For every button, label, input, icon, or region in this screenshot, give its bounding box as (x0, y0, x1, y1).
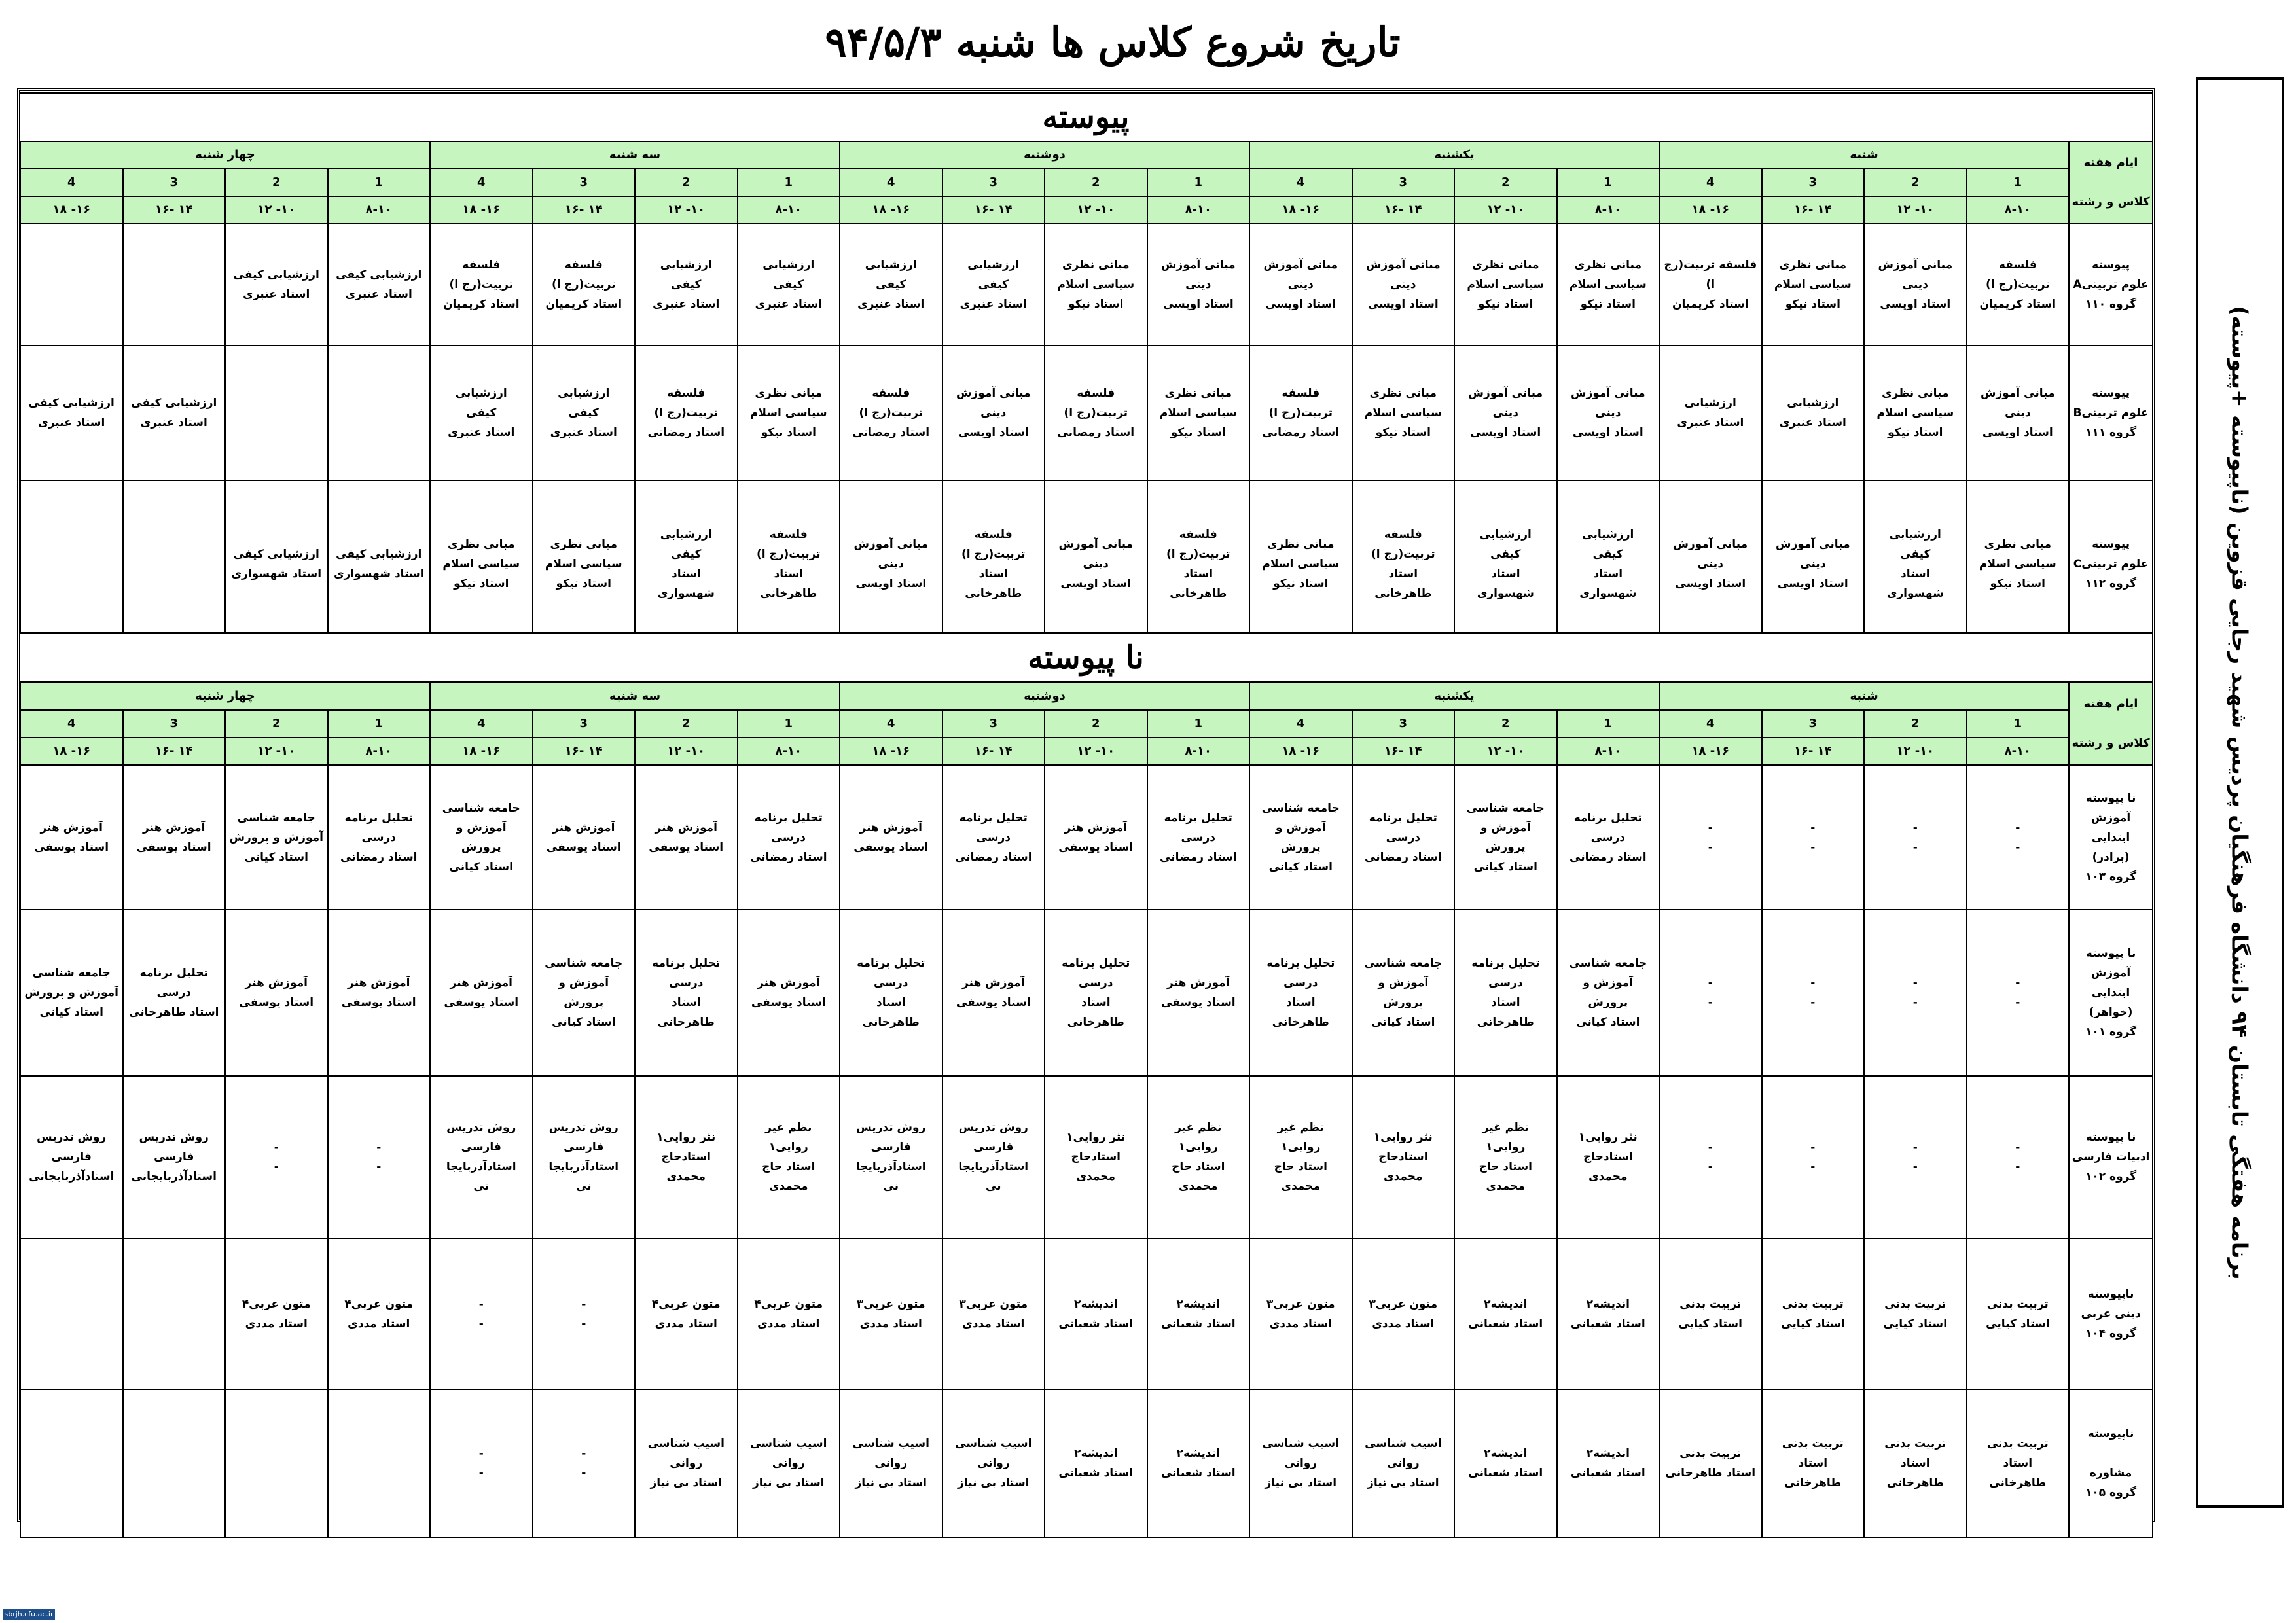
time-header: ۱۴ -۱۶ (1762, 738, 1865, 765)
day-header: یکشنبه (1249, 141, 1659, 169)
schedule-cell (123, 224, 226, 346)
schedule-cell: اسیب شناسی روانی استاد بی نیاز (1249, 1389, 1352, 1537)
schedule-cell: آموزش هنر استاد یوسفی (123, 765, 226, 910)
schedule-cell: تحلیل برنامه درسی استاد رمضانی (1147, 765, 1250, 910)
schedule-cell: آموزش هنر استاد یوسفی (328, 910, 431, 1076)
schedule-cell: فلسفه تربیت(رج ا) استاد کریمیان (1967, 224, 2070, 346)
schedule-cell: مبانی آموزش دینی استاد اویسی (1864, 224, 1967, 346)
schedule-cell: ارزشیابی کیفی استاد عنبری (328, 224, 431, 346)
time-header: ۱۶- ۱۸ (1659, 738, 1762, 765)
time-header: ۱۴ -۱۶ (1352, 738, 1455, 765)
time-header: ۱۶- ۱۸ (1659, 196, 1762, 224)
time-header: ۱۶- ۱۸ (20, 738, 123, 765)
row-label: پیوسته علوم تربیتیA گروه ۱۱۰ (2069, 224, 2153, 346)
row-label: نا پیوسته آموزش ابتدایی (برادر) گروه ۱۰۳ (2069, 765, 2153, 910)
schedule-cell: تربیت بدنی استاد طاهرخانی (1864, 1389, 1967, 1537)
schedule-cell: فلسفه تربیت(رج ا) استاد کریمیان (533, 224, 636, 346)
schedule-cell: ارزشیابی کیفی استاد عنبری (738, 224, 840, 346)
day-header: دوشنبه (840, 683, 1249, 710)
schedule-cell: - - (1967, 765, 2070, 910)
period-header: 4 (430, 710, 533, 738)
schedule-cell: تربیت بدنی استاد کیایی (1659, 1238, 1762, 1389)
period-header: 2 (1454, 169, 1557, 196)
schedule-cell: مبانی آموزش دینی استاد اویسی (840, 480, 942, 648)
schedule-cell: - - (328, 1076, 431, 1238)
schedule-cell: متون عربی۴ استاد مددی (328, 1238, 431, 1389)
schedule-cell: آموزش هنر استاد یوسفی (225, 910, 328, 1076)
time-header: ۱۴ -۱۶ (533, 738, 636, 765)
time-header: ۱۴ -۱۶ (123, 196, 226, 224)
period-header: 1 (1557, 169, 1660, 196)
schedule-cell: مبانی نظری سیاسی اسلام استاد نیکو (738, 346, 840, 480)
schedule-cell: روش تدریس فارسی استادآذربایجا نی (840, 1076, 942, 1238)
time-header: ۱۶- ۱۸ (20, 196, 123, 224)
schedule-cell: مبانی آموزش دینی استاد اویسی (1659, 480, 1762, 648)
schedule-cell: مبانی آموزش دینی استاد اویسی (1045, 480, 1147, 648)
schedule-cell: نثر روایی۱ استادحاج محمدی (635, 1076, 738, 1238)
schedule-cell: نظم غیر روایی۱ استاد حاج محمدی (738, 1076, 840, 1238)
schedule-cell: روش تدریس فارسی استادآذربایجا نی (942, 1076, 1045, 1238)
schedule-cell: روش تدریس فارسی استادآذربایجانی (20, 1076, 123, 1238)
time-header: ۱۰- ۱۲ (1045, 196, 1147, 224)
schedule-cell: مبانی نظری سیاسی اسلام استاد نیکو (1045, 224, 1147, 346)
schedule-cell: ارزشیابی کیفی استاد عنبری (225, 224, 328, 346)
period-header: 2 (1454, 710, 1557, 738)
period-header: 4 (20, 169, 123, 196)
schedule-cell: مبانی نظری سیاسی اسلام استاد نیکو (430, 480, 533, 648)
period-header: 4 (1249, 710, 1352, 738)
period-header: 1 (1967, 169, 2070, 196)
period-header: 2 (225, 169, 328, 196)
schedule-cell: - - (430, 1389, 533, 1537)
time-header: ۱۴ -۱۶ (942, 196, 1045, 224)
schedule-cell: ارزشیابی کیفی استاد عنبری (942, 224, 1045, 346)
schedule-cell: مبانی نظری سیاسی اسلام استاد نیکو (1454, 224, 1557, 346)
schedule-cell: نثر روایی۱ استادحاج محمدی (1557, 1076, 1660, 1238)
period-header: 4 (20, 710, 123, 738)
time-header: ۱۰- ۱۲ (1454, 196, 1557, 224)
time-header: ۸-۱۰ (1557, 196, 1660, 224)
table-row (20, 224, 2153, 346)
time-header: ۸-۱۰ (738, 196, 840, 224)
schedule-cell: ارزشیابی کیفی استاد شهسواری (1864, 480, 1967, 648)
schedule-cell: تحلیل برنامه درسی استاد طاهرخانی (1045, 910, 1147, 1076)
schedule-cell: - - (1659, 1076, 1762, 1238)
schedule-cell: - - (430, 1238, 533, 1389)
schedule-cell: آموزش هنر استاد یوسفی (1045, 765, 1147, 910)
day-header: شنبه (1659, 683, 2069, 710)
schedule-cell: روش تدریس فارسی استادآذربایجا نی (430, 1076, 533, 1238)
schedule-cell: تربیت بدنی استاد کیایی (1864, 1238, 1967, 1389)
schedule-cell: مبانی نظری سیاسی اسلام استاد نیکو (1557, 224, 1660, 346)
schedule-cell: اندیشه۲ استاد شعبانی (1557, 1389, 1660, 1537)
schedule-cell: متون عربی۴ استاد مددی (225, 1238, 328, 1389)
schedule-cell: اسیب شناسی روانی استاد بی نیاز (1352, 1389, 1455, 1537)
day-header: چهار شنبه (20, 141, 430, 169)
period-header: 1 (738, 169, 840, 196)
time-header: ۱۴ -۱۶ (123, 738, 226, 765)
row-label: نا پیوسته آموزش ابتدایی (خواهر) گروه ۱۰۱ (2069, 910, 2153, 1076)
schedule-cell: تحلیل برنامه درسی استاد طاهرخانی (635, 910, 738, 1076)
side-label: برنامه هفتگی تابستان ۹۴ دانشگاه فرهنگیان پردیس شهید رجایی قزوین (ناپیوسته +پیوسته) (2227, 305, 2253, 1280)
day-header: دوشنبه (840, 141, 1249, 169)
schedule-cell: مبانی نظری سیاسی اسلام استاد نیکو (1147, 346, 1250, 480)
schedule-cell: متون عربی۴ استاد مددی (738, 1238, 840, 1389)
schedule-cell: اسیب شناسی روانی استاد بی نیاز (942, 1389, 1045, 1537)
schedule-cell: متون عربی۳ استاد مددی (942, 1238, 1045, 1389)
schedule-cell: تربیت بدنی استاد طاهرخانی (1659, 1389, 1762, 1537)
schedule-cell: نظم غیر روایی۱ استاد حاج محمدی (1454, 1076, 1557, 1238)
schedule-cell: فلسفه تربیت(رج ا) استاد کریمیان (430, 224, 533, 346)
time-header: ۸-۱۰ (1557, 738, 1660, 765)
schedule-cell: - - (225, 1076, 328, 1238)
schedule-cell: ارزشیابی کیفی استاد عنبری (840, 224, 942, 346)
day-header: یکشنبه (1249, 683, 1659, 710)
row-label: پیوسته علوم تربیتیB گروه ۱۱۱ (2069, 346, 2153, 480)
schedule-cell: - - (533, 1389, 636, 1537)
table-row (20, 480, 2153, 648)
schedule-cell: جامعه شناسی آموزش و پرورش استاد کیانی (20, 910, 123, 1076)
corner-logo: sbrjh.cfu.ac.ir (3, 1609, 55, 1620)
corner-header: ایام هفته کلاس و رشته (2069, 683, 2153, 765)
period-header: 3 (123, 710, 226, 738)
period-header: 2 (1864, 710, 1967, 738)
schedule-cell: فلسفه تربیت(رج ا) استاد رمضانی (1249, 346, 1352, 480)
schedule-cell: جامعه شناسی آموزش و پرورش استاد کیانی (533, 910, 636, 1076)
table-row (20, 1076, 2153, 1238)
schedule-cell: جامعه شناسی آموزش و پرورش استاد کیانی (1454, 765, 1557, 910)
section-title: پیوسته (20, 92, 2152, 143)
time-header: ۸-۱۰ (328, 196, 431, 224)
time-header: ۱۶- ۱۸ (1249, 738, 1352, 765)
corner-header: ایام هفته کلاس و رشته (2069, 141, 2153, 224)
schedule-cell: تربیت بدنی استاد کیایی (1967, 1238, 2070, 1389)
schedule-cell (225, 1389, 328, 1537)
schedule-cell: اندیشه۲ استاد شعبانی (1147, 1238, 1250, 1389)
schedule-cell: نثر روایی۱ استادحاج محمدی (1045, 1076, 1147, 1238)
schedule-cell: اندیشه۲ استاد شعبانی (1045, 1238, 1147, 1389)
schedule-cell: اندیشه۲ استاد شعبانی (1557, 1238, 1660, 1389)
schedule-cell: آموزش هنر استاد یوسفی (635, 765, 738, 910)
period-header: 3 (123, 169, 226, 196)
time-header: ۱۴ -۱۶ (1762, 196, 1865, 224)
schedule-cell: - - (1864, 765, 1967, 910)
schedule-cell (20, 1238, 123, 1389)
schedule-cell: - - (1762, 765, 1865, 910)
period-header: 2 (635, 169, 738, 196)
schedule-cell: مبانی آموزش دینی استاد اویسی (1762, 480, 1865, 648)
schedule-cell: تحلیل برنامه درسی استاد طاهرخانی (1454, 910, 1557, 1076)
schedule-cell: روش تدریس فارسی استادآذربایجانی (123, 1076, 226, 1238)
row-label: پیوسته علوم تربیتیC گروه ۱۱۲ (2069, 480, 2153, 648)
schedule-cell: - - (1659, 910, 1762, 1076)
period-header: 3 (1352, 710, 1455, 738)
row-label: ناپیوسته مشاوره گروه ۱۰۵ (2069, 1389, 2153, 1537)
period-header: 3 (942, 169, 1045, 196)
period-header: 3 (1762, 710, 1865, 738)
time-header: ۱۴ -۱۶ (533, 196, 636, 224)
schedule-cell: آموزش هنر استاد یوسفی (1147, 910, 1250, 1076)
schedule-cell: تحلیل برنامه درسی استاد رمضانی (328, 765, 431, 910)
schedule-cell (20, 224, 123, 346)
table-row (20, 1238, 2153, 1389)
schedule-table (20, 141, 2153, 649)
period-header: 1 (328, 169, 431, 196)
schedule-cell: جامعه شناسی آموزش و پرورش استاد کیانی (1352, 910, 1455, 1076)
period-header: 4 (1659, 710, 1762, 738)
schedule-cell: متون عربی۴ استاد مددی (635, 1238, 738, 1389)
time-header: ۱۶- ۱۸ (840, 738, 942, 765)
section-title: نا پیوسته (20, 632, 2152, 683)
schedule-cell: مبانی نظری سیاسی اسلام استاد نیکو (1249, 480, 1352, 648)
schedule-cell: اسیب شناسی روانی استاد بی نیاز (840, 1389, 942, 1537)
period-header: 1 (1967, 710, 2070, 738)
period-header: 4 (1249, 169, 1352, 196)
schedule-cell: آموزش هنر استاد یوسفی (942, 910, 1045, 1076)
period-header: 4 (840, 169, 942, 196)
period-header: 4 (840, 710, 942, 738)
period-header: 2 (635, 710, 738, 738)
schedule-cell: - - (1864, 910, 1967, 1076)
time-header: ۱۰- ۱۲ (635, 738, 738, 765)
schedule-cell: ارزشیابی استاد عنبری (1762, 346, 1865, 480)
day-header: شنبه (1659, 141, 2069, 169)
schedule-cell: تحلیل برنامه درسی استاد رمضانی (1352, 765, 1455, 910)
time-header: ۱۰- ۱۲ (1864, 738, 1967, 765)
schedule-cell: مبانی آموزش دینی استاد اویسی (1352, 224, 1455, 346)
time-header: ۱۰- ۱۲ (1864, 196, 1967, 224)
schedule-cell: جامعه شناسی آموزش و پرورش استاد کیانی (1557, 910, 1660, 1076)
table-row (20, 910, 2153, 1076)
schedule-cell: آموزش هنر استاد یوسفی (430, 910, 533, 1076)
time-header: ۱۴ -۱۶ (1352, 196, 1455, 224)
schedule-cell: ارزشیابی کیفی استاد شهسواری (635, 480, 738, 648)
schedule-cell: جامعه شناسی آموزش و پرورش استاد کیانی (1249, 765, 1352, 910)
schedule-cell: فلسفه تربیت(رج ا) استاد طاهرخانی (1147, 480, 1250, 648)
schedule-cell (328, 346, 431, 480)
schedule-cell (225, 346, 328, 480)
schedule-cell: مبانی نظری سیاسی اسلام استاد نیکو (1762, 224, 1865, 346)
schedule-cell: تحلیل برنامه درسی استاد طاهرخانی (840, 910, 942, 1076)
schedule-cell: مبانی آموزش دینی استاد اویسی (1454, 346, 1557, 480)
row-label: ناپیوسته دینی عربی گروه ۱۰۴ (2069, 1238, 2153, 1389)
schedule-cell: مبانی آموزش دینی استاد اویسی (1557, 346, 1660, 480)
schedule-cell: - - (533, 1238, 636, 1389)
schedule-cell: آموزش هنر استاد یوسفی (533, 765, 636, 910)
schedule-cell: ارزشیابی استاد عنبری (1659, 346, 1762, 480)
schedule-cell: ارزشیابی کیفی استاد شهسواری (225, 480, 328, 648)
period-header: 1 (1557, 710, 1660, 738)
time-header: ۱۰- ۱۲ (635, 196, 738, 224)
period-header: 1 (1147, 710, 1250, 738)
day-header: سه شنبه (430, 683, 840, 710)
schedule-cell: متون عربی۳ استاد مددی (1249, 1238, 1352, 1389)
schedule-cell: ارزشیابی کیفی استاد شهسواری (328, 480, 431, 648)
schedule-cell: فلسفه تربیت(رج ا) استاد طاهرخانی (738, 480, 840, 648)
schedule-cell (20, 480, 123, 648)
schedule-cell: ارزشیابی کیفی استاد عنبری (533, 346, 636, 480)
time-header: ۸-۱۰ (328, 738, 431, 765)
schedule-cell: اندیشه۲ استاد شعبانی (1454, 1238, 1557, 1389)
schedule-cell: مبانی نظری سیاسی اسلام استاد نیکو (1967, 480, 2070, 648)
period-header: 3 (533, 169, 636, 196)
schedule-cell: ارزشیابی کیفی استاد عنبری (430, 346, 533, 480)
schedule-cell: - - (1864, 1076, 1967, 1238)
schedule-cell: فلسفه تربیت(رج ا) استاد رمضانی (1045, 346, 1147, 480)
time-header: ۱۴ -۱۶ (942, 738, 1045, 765)
schedule-cell: فلسفه تربیت(رج ا) استاد رمضانی (840, 346, 942, 480)
schedule-cell: - - (1967, 910, 2070, 1076)
schedule-cell: تربیت بدنی استاد کیایی (1762, 1238, 1865, 1389)
row-label: نا پیوسته ادبیات فارسی گروه ۱۰۲ (2069, 1076, 2153, 1238)
schedule-cell: مبانی آموزش دینی استاد اویسی (1249, 224, 1352, 346)
schedule-cell: نظم غیر روایی۱ استاد حاج محمدی (1249, 1076, 1352, 1238)
schedule-cell (123, 480, 226, 648)
period-header: 2 (1045, 710, 1147, 738)
schedule-cell: فلسفه تربیت(رج ا) استاد کریمیان (1659, 224, 1762, 346)
table-row (20, 346, 2153, 480)
period-header: 3 (942, 710, 1045, 738)
schedule-cell: مبانی نظری سیاسی اسلام استاد نیکو (1352, 346, 1455, 480)
time-header: ۱۰- ۱۲ (225, 738, 328, 765)
period-header: 4 (430, 169, 533, 196)
schedule-cell: تحلیل برنامه درسی استاد رمضانی (1557, 765, 1660, 910)
period-header: 3 (533, 710, 636, 738)
schedule-cell (328, 1389, 431, 1537)
schedule-cell: ارزشیابی کیفی استاد شهسواری (1454, 480, 1557, 648)
schedule-cell: ارزشیابی کیفی استاد عنبری (20, 346, 123, 480)
schedule-cell: تحلیل برنامه درسی استاد رمضانی (738, 765, 840, 910)
period-header: 2 (1864, 169, 1967, 196)
table-row (20, 765, 2153, 910)
schedule-cell: - - (1659, 765, 1762, 910)
schedule-cell: تربیت بدنی استاد طاهرخانی (1762, 1389, 1865, 1537)
period-header: 4 (1659, 169, 1762, 196)
schedule-cell: نظم غیر روایی۱ استاد حاج محمدی (1147, 1076, 1250, 1238)
schedule-cell (123, 1238, 226, 1389)
page-title: تاریخ شروع کلاس ها شنبه ۹۴/۵/۳ (825, 18, 1401, 66)
schedule-cell: اندیشه۲ استاد شعبانی (1045, 1389, 1147, 1537)
schedule-cell: اسیب شناسی روانی استاد بی نیاز (635, 1389, 738, 1537)
schedule-cell: ارزشیابی کیفی استاد شهسواری (1557, 480, 1660, 648)
schedule-cell: مبانی آموزش دینی استاد اویسی (942, 346, 1045, 480)
time-header: ۱۰- ۱۲ (1045, 738, 1147, 765)
time-header: ۱۰- ۱۲ (225, 196, 328, 224)
time-header: ۸-۱۰ (1147, 738, 1250, 765)
time-header: ۸-۱۰ (1967, 196, 2070, 224)
schedule-cell: جامعه شناسی آموزش و پرورش استاد کیانی (225, 765, 328, 910)
period-header: 3 (1762, 169, 1865, 196)
schedule-cell: مبانی نظری سیاسی اسلام استاد نیکو (1864, 346, 1967, 480)
schedule-cell: اسیب شناسی روانی استاد بی نیاز (738, 1389, 840, 1537)
schedule-cell: ارزشیابی کیفی استاد عنبری (635, 224, 738, 346)
time-header: ۸-۱۰ (1967, 738, 2070, 765)
schedule-cell: - - (1762, 1076, 1865, 1238)
schedule-table (20, 682, 2153, 1538)
schedule-cell: مبانی نظری سیاسی اسلام استاد نیکو (533, 480, 636, 648)
time-header: ۱۶- ۱۸ (1249, 196, 1352, 224)
schedule-cell: - - (1762, 910, 1865, 1076)
schedule-cell: آموزش هنر استاد یوسفی (840, 765, 942, 910)
time-header: ۱۰- ۱۲ (1454, 738, 1557, 765)
schedule-cell: نثر روایی۱ استادحاج محمدی (1352, 1076, 1455, 1238)
period-header: 2 (1045, 169, 1147, 196)
schedule-cell: جامعه شناسی آموزش و پرورش استاد کیانی (430, 765, 533, 910)
schedule-cell: مبانی آموزش دینی استاد اویسی (1967, 346, 2070, 480)
schedule-cell: روش تدریس فارسی استادآذربایجا نی (533, 1076, 636, 1238)
period-header: 1 (1147, 169, 1250, 196)
schedule-cell: تحلیل برنامه درسی استاد طاهرخانی (123, 910, 226, 1076)
time-header: ۱۶- ۱۸ (430, 196, 533, 224)
table-row (20, 1389, 2153, 1537)
time-header: ۱۶- ۱۸ (430, 738, 533, 765)
schedule-cell: اندیشه۲ استاد شعبانی (1454, 1389, 1557, 1537)
period-header: 1 (738, 710, 840, 738)
period-header: 2 (225, 710, 328, 738)
schedule-cell: متون عربی۳ استاد مددی (1352, 1238, 1455, 1389)
time-header: ۸-۱۰ (738, 738, 840, 765)
schedule-cell: تربیت بدنی استاد طاهرخانی (1967, 1389, 2070, 1537)
period-header: 3 (1352, 169, 1455, 196)
day-header: سه شنبه (430, 141, 840, 169)
schedule-cell: ارزشیابی کیفی استاد عنبری (123, 346, 226, 480)
schedule-cell: متون عربی۳ استاد مددی (840, 1238, 942, 1389)
schedule-cell: اندیشه۲ استاد شعبانی (1147, 1389, 1250, 1537)
schedule-cell (20, 1389, 123, 1537)
schedule-cell: - - (1967, 1076, 2070, 1238)
schedule-cell: آموزش هنر استاد یوسفی (738, 910, 840, 1076)
schedule-cell: فلسفه تربیت(رج ا) استاد طاهرخانی (942, 480, 1045, 648)
schedule-cell (123, 1389, 226, 1537)
time-header: ۱۶- ۱۸ (840, 196, 942, 224)
side-label-box (2196, 77, 2284, 1508)
schedule-cell: مبانی آموزش دینی استاد اویسی (1147, 224, 1250, 346)
schedule-cell: فلسفه تربیت(رج ا) استاد رمضانی (635, 346, 738, 480)
time-header: ۸-۱۰ (1147, 196, 1250, 224)
schedule-cell: تحلیل برنامه درسی استاد رمضانی (942, 765, 1045, 910)
schedule-cell: فلسفه تربیت(رج ا) استاد طاهرخانی (1352, 480, 1455, 648)
schedule-cell: تحلیل برنامه درسی استاد طاهرخانی (1249, 910, 1352, 1076)
period-header: 1 (328, 710, 431, 738)
day-header: چهار شنبه (20, 683, 430, 710)
schedule-cell: آموزش هنر استاد یوسفی (20, 765, 123, 910)
